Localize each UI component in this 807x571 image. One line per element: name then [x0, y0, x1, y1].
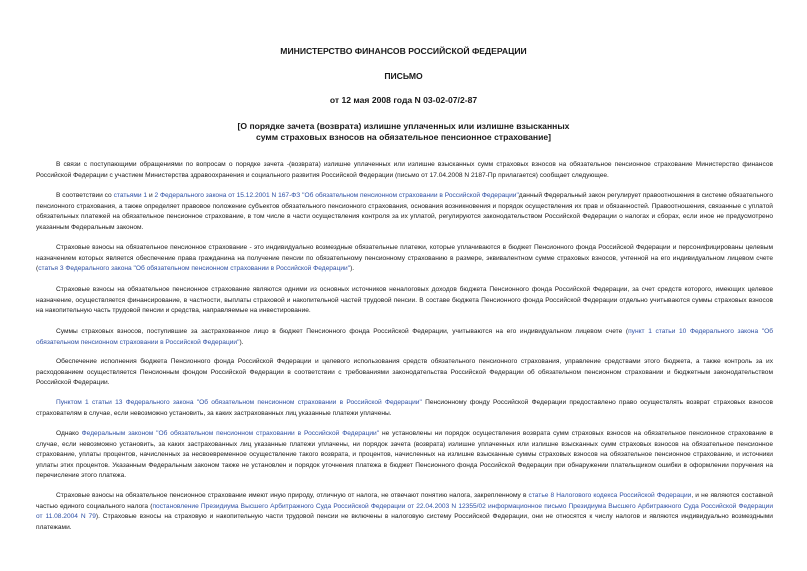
paragraph-text: , и не являются составной частью единого социального налога (: [36, 492, 773, 510]
paragraph-text: данный Федеральный закон регулирует правоотношения в системе обязательного пенсионного страхования, а также определяет правовое положение субъектов обязательного пенсионного страхования, основания возникновения и порядок осуществления их прав и обязанностей. Правоотношения, связанные с уплатой обязательных платежей на обязательное пенсионное страхование, в том числе в части осуществления контроля за их уплатой, регулируются законодательством Российской Федерации о налогах и сборах, если иное не предусмотрено указанным Федеральным законом.: [36, 192, 773, 231]
paragraph-3: [36, 243, 773, 275]
paragraph-5: [36, 327, 773, 348]
article-3-link[interactable]: статья 3 Федерального закона "Об обязательном пенсионном страховании в Российской Федерации": [38, 265, 351, 272]
ministry-title: МИНИСТЕРСТВО ФИНАНСОВ РОССИЙСКОЙ ФЕДЕРАЦИИ: [280, 46, 527, 56]
law-articles-link[interactable]: статьями 1: [113, 192, 148, 199]
document-date-number: от 12 мая 2008 года N 03-02-07/2-87: [329, 95, 478, 105]
federal-law-167-link[interactable]: 2 Федерального закона от 15.12.2001 N 167-ФЗ "Об обязательном пенсионном страховании в Российской Федерации": [154, 192, 519, 199]
paragraph-text: ).: [239, 338, 244, 346]
paragraph-text: Страховые взносы на обязательное пенсионное страхование имеют иную природу, отличную от налога, не отвечают понятию налога, закрепленному в: [56, 492, 529, 499]
paragraph-text: Суммы страховых взносов, поступившие за застрахованное лицо в бюджет Пенсионного фонда Российской Федерации, учитываются на его индивидуальном лицевом счете (: [56, 328, 629, 335]
paragraph-text: ). Страховые взносы на страховую и накопительную части трудовой пенсии не включены в налоговую систему Российской Федерации, они не относятся к числу налогов и являются индивидуально возмездными платежами.: [36, 513, 773, 531]
federal-law-link[interactable]: Федеральным законом "Об обязательном пенсионном страховании в Российской Федерации": [81, 430, 380, 437]
paragraph-9: [36, 491, 773, 533]
paragraph-text: ).: [350, 265, 355, 272]
paragraph-6: Обеспечение исполнения бюджета Пенсионного фонда Российской Федерации и целевого использования средств обязательного пенсионного страхования, управление средствами этого бюджета, а также контроль за их расходованием осуществляется Пенсионным фондом Российской Федерации в соответствии с требованиями законодательства Российской Федерации об обязательном пенсионном страховании и бюджетным законодательством Российской Федерации.: [36, 358, 773, 386]
paragraph-2: [36, 191, 773, 233]
subject-line-1: [О порядке зачета (возврата) излишне уплаченных или излишне взысканных: [237, 121, 570, 131]
paragraph-text: и: [147, 192, 155, 199]
article-10-link[interactable]: пункт 1 статьи 10 Федерального закона "Об обязательном пенсионном страховании в Российской Федерации": [36, 328, 773, 346]
paragraph-7: [36, 398, 773, 419]
court-resolution-link[interactable]: постановление Президиума Высшего Арбитражного Суда Российской Федерации от 22.04.2003 N 12355/02 информационное письмо Президиума Высшего Арбитражного Суда Российской Федерации от 11.08.2004 N 79: [36, 502, 774, 520]
paragraph-4: Страховые взносы на обязательное пенсионное страхование являются одними из основных источников неналоговых доходов бюджета Пенсионного фонда Российской Федерации, за счет средств которого, имеющих целевое назначение, осуществляется финансирование, в частности, выплаты страховой и накопительной частей трудовой пенсии. В составе бюджета Пенсионного фонда Российской Федерации отдельно учитываются суммы страховых взносов на накопительную часть трудовой пенсии и средства, направляемые на инвестирование.: [36, 286, 773, 314]
subject-line-2: сумм страховых взносов на обязательное пенсионное страхование]: [255, 132, 551, 142]
paragraph-text: Страховые взносы на обязательное пенсионное страхование - это индивидуально возмездные обязательные платежи, которые уплачиваются в бюджет Пенсионного фонда Российской Федерации и персонифицированы целевым назначением которых является обеспечение права гражданина на получение пенсии по обязательному пенсионному страхованию в размере, эквивалентном сумме страховых взносов, учтенной на его индивидуальном лицевом счете (: [36, 244, 773, 272]
paragraph-8: [36, 429, 773, 482]
article-13-link[interactable]: Пунктом 1 статьи 13 Федерального закона "Об обязательном пенсионном страховании в Российской Федерации": [56, 399, 422, 406]
paragraph-text: Однако: [56, 430, 82, 437]
document-type: ПИСЬМО: [384, 71, 423, 81]
tax-code-article-8-link[interactable]: статье 8 Налогового кодекса Российской Федерации: [528, 492, 692, 499]
paragraph-1: В связи с поступающими обращениями по вопросам о порядке зачета -(возврата) излишне уплаченных или излишне взысканных сумм страховых взносов на обязательное пенсионное страхование Министерство финансов Российской Федерации с участием Министерства здравоохранения и социального развития Российской Федерации (письмо от 17.04.2008 N 2187-Пр прилагается) сообщает следующее.: [36, 161, 773, 179]
paragraph-text: В соответствии со: [56, 192, 114, 199]
paragraph-text: не установлены ни порядок осуществления возврата сумм страховых взносов на обязательное пенсионное страхование в случае, если невозможно установить, за каких застрахованных лиц указанные платежи уплачены, ни порядок зачета (возврата) излишне уплаченных или излишне взысканных сумм страховых взносов на обязательное пенсионное страхование, уплаты процентов, начисленных за несвоевременное осуществление такого возврата, и процентов, начисленных на излишне взысканные суммы страховых взносов на обязательное пенсионное страхование, и источники уплаты этих процентов. Указанным Федеральным законом также не установлен и порядок уточнения платежа в бюджет Пенсионного фонда Российской Федерации при обнаружении плательщиком ошибки в оформлении поручения на перечисление этого платежа.: [36, 430, 773, 479]
paragraph-text: Пенсионному фонду Российской Федерации предоставлено право осуществлять возврат страховых взносов страхователям в случае, если невозможно установить, за каких застрахованных лиц указанные платежи уплачены.: [36, 399, 773, 417]
